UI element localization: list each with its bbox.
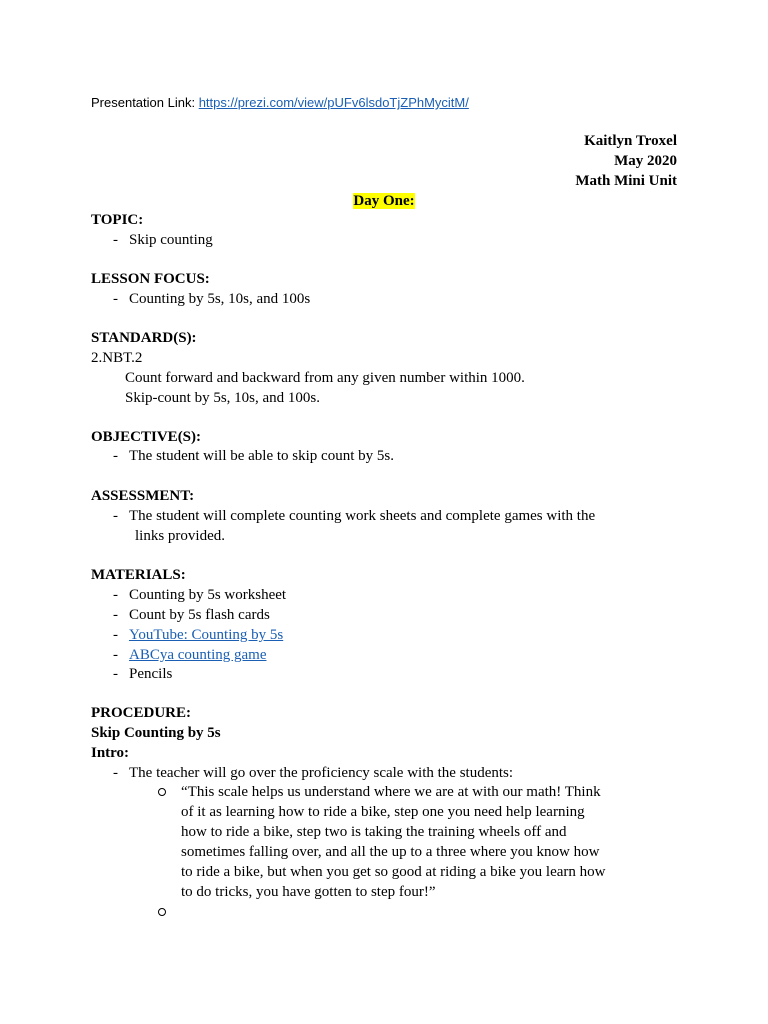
objectives-heading: OBJECTIVE(S): <box>91 429 202 445</box>
lesson-focus-item <box>113 290 310 309</box>
standards-heading: STANDARD(S): <box>91 330 197 346</box>
presentation-line <box>91 93 469 112</box>
objective-item <box>113 447 394 466</box>
material-item <box>113 606 270 625</box>
material-item <box>113 586 286 605</box>
quote-line: how to ride a bike, step two is taking the training wheels off and <box>181 824 567 840</box>
youtube-link[interactable]: YouTube: Counting by 5s <box>129 627 284 643</box>
bullet-dash: - <box>113 291 118 307</box>
material-text: Count by 5s flash cards <box>129 607 270 623</box>
bullet-dash: - <box>113 647 118 663</box>
abcya-link[interactable]: ABCya counting game <box>129 647 267 663</box>
material-text: Pencils <box>129 666 173 682</box>
materials-heading: MATERIALS: <box>91 567 186 583</box>
circle-bullet-icon <box>158 908 166 916</box>
quote-line: to ride a bike, but when you get so good at riding a bike you learn how <box>181 864 606 880</box>
material-item <box>113 646 266 665</box>
author-name: Kaitlyn Troxel <box>584 133 677 149</box>
document-date: May 2020 <box>614 153 677 169</box>
day-title-row <box>0 192 768 211</box>
day-title: Day One: <box>353 193 415 209</box>
assessment-item <box>113 507 595 526</box>
objective-text: The student will be able to skip count by 5s. <box>129 448 394 464</box>
procedure-step <box>113 764 513 783</box>
bullet-dash: - <box>113 448 118 464</box>
material-item <box>113 626 283 645</box>
presentation-label: Presentation Link: <box>91 95 199 110</box>
material-text: Counting by 5s worksheet <box>129 587 287 603</box>
quote-line: of it as learning how to ride a bike, step one you need help learning <box>181 804 585 820</box>
unit-title: Math Mini Unit <box>575 173 677 189</box>
quote-line: sometimes falling over, and all the up to a three where you know how <box>181 844 600 860</box>
bullet-dash: - <box>113 666 118 682</box>
bullet-dash: - <box>113 627 118 643</box>
bullet-dash: - <box>113 232 118 248</box>
assessment-heading: ASSESSMENT: <box>91 488 195 504</box>
topic-item-text: Skip counting <box>129 232 213 248</box>
lesson-focus-heading: LESSON FOCUS: <box>91 271 210 287</box>
presentation-link[interactable]: https://prezi.com/view/pUFv6lsdoTjZPhMycitM/ <box>198 95 469 110</box>
topic-item <box>113 231 213 250</box>
quote-line: “This scale helps us understand where we are at with our math! Think <box>181 784 601 800</box>
quote-line: to do tricks, you have gotten to step four!” <box>181 884 436 900</box>
bullet-dash: - <box>113 587 118 603</box>
bullet-dash: - <box>113 508 118 524</box>
procedure-subheading: Skip Counting by 5s <box>91 725 221 741</box>
standard-line: Skip-count by 5s, 10s, and 100s. <box>125 390 320 406</box>
topic-heading: TOPIC: <box>91 212 144 228</box>
assessment-text: The student will complete counting work sheets and complete games with the <box>129 508 596 524</box>
circle-bullet-icon <box>158 788 166 796</box>
procedure-step-text: The teacher will go over the proficiency scale with the students: <box>129 765 514 781</box>
assessment-text-cont: links provided. <box>135 528 225 544</box>
intro-heading: Intro: <box>91 745 130 761</box>
standard-line: Count forward and backward from any given number within 1000. <box>125 370 525 386</box>
standard-code: 2.NBT.2 <box>91 350 143 366</box>
procedure-heading: PROCEDURE: <box>91 705 191 721</box>
bullet-dash: - <box>113 607 118 623</box>
material-item <box>113 665 172 684</box>
lesson-focus-text: Counting by 5s, 10s, and 100s <box>129 291 311 307</box>
bullet-dash: - <box>113 765 118 781</box>
